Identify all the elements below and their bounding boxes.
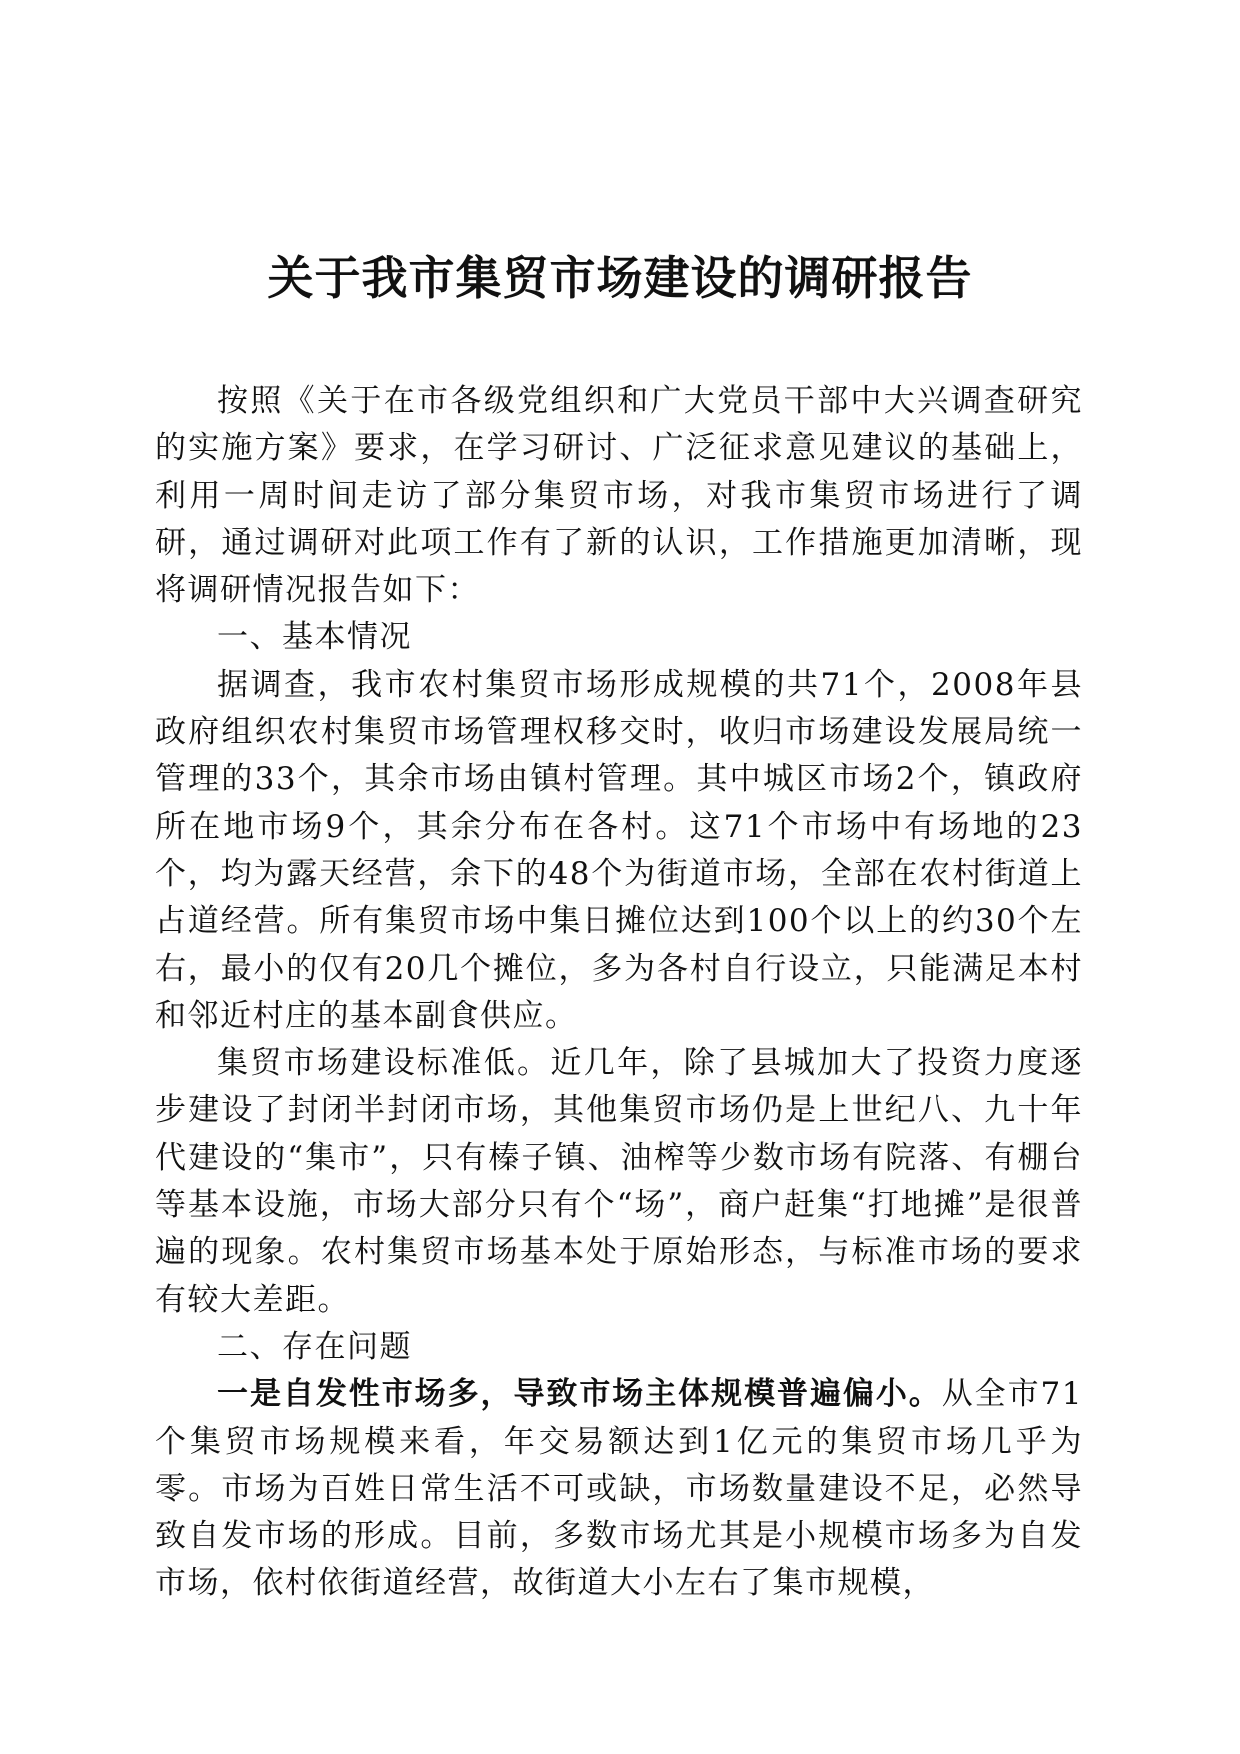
- problem-paragraph: [155, 1371, 1083, 1607]
- intro-paragraph: 按照《关于在市各级党组织和广大党员干部中大兴调查研究的实施方案》要求，在学习研讨、广泛征求意见建议的基础上，利用一周时间走访了部分集贸市场，对我市集贸市场进行了调研，通过调研对此项工作有了新的认识，工作措施更加清晰，现将调研情况报告如下：: [155, 383, 1083, 609]
- problem-detail-text: 从全市71个集贸市场规模来看，年交易额达到1亿元的集贸市场几乎为零。市场为百姓日常生活不可或缺，市场数量建设不足，必然导致自发市场的形成。目前，多数市场尤其是小规模市场多为自发市场，依村依街道经营，故街道大小左右了集市规模，: [155, 1376, 1083, 1602]
- document-title: 关于我市集贸市场建设的调研报告: [267, 251, 973, 305]
- section-heading-basic-situation: 一、基本情况: [217, 619, 412, 656]
- body-paragraph: 集贸市场建设标准低。近几年，除了县城加大了投资力度逐步建设了封闭半封闭市场，其他集贸市场仍是上世纪八、九十年代建设的“集市”，只有榛子镇、油榨等少数市场有院落、有棚台等基本设施，市场大部分只有个“场”，商户赶集“打地摊”是很普遍的现象。农村集贸市场基本处于原始形态，与标准市场的要求有较大差距。: [155, 1045, 1083, 1318]
- section-heading-existing-problems: 二、存在问题: [217, 1328, 412, 1365]
- document-body: [155, 378, 1083, 1608]
- problem-lead-sentence: 一是自发性市场多，导致市场主体规模普遍偏小。: [217, 1376, 942, 1413]
- body-paragraph: 据调查，我市农村集贸市场形成规模的共71个，2008年县政府组织农村集贸市场管理权移交时，收归市场建设发展局统一管理的33个，其余市场由镇村管理。其中城区市场2个，镇政府所在地市场9个，其余分布在各村。这71个市场中有场地的23个，均为露天经营，余下的48个为街道市场，全部在农村街道上占道经营。所有集贸市场中集日摊位达到100个以上的约30个左右，最小的仅有20几个摊位，多为各村自行设立，只能满足本村和邻近村庄的基本副食供应。: [155, 666, 1083, 1034]
